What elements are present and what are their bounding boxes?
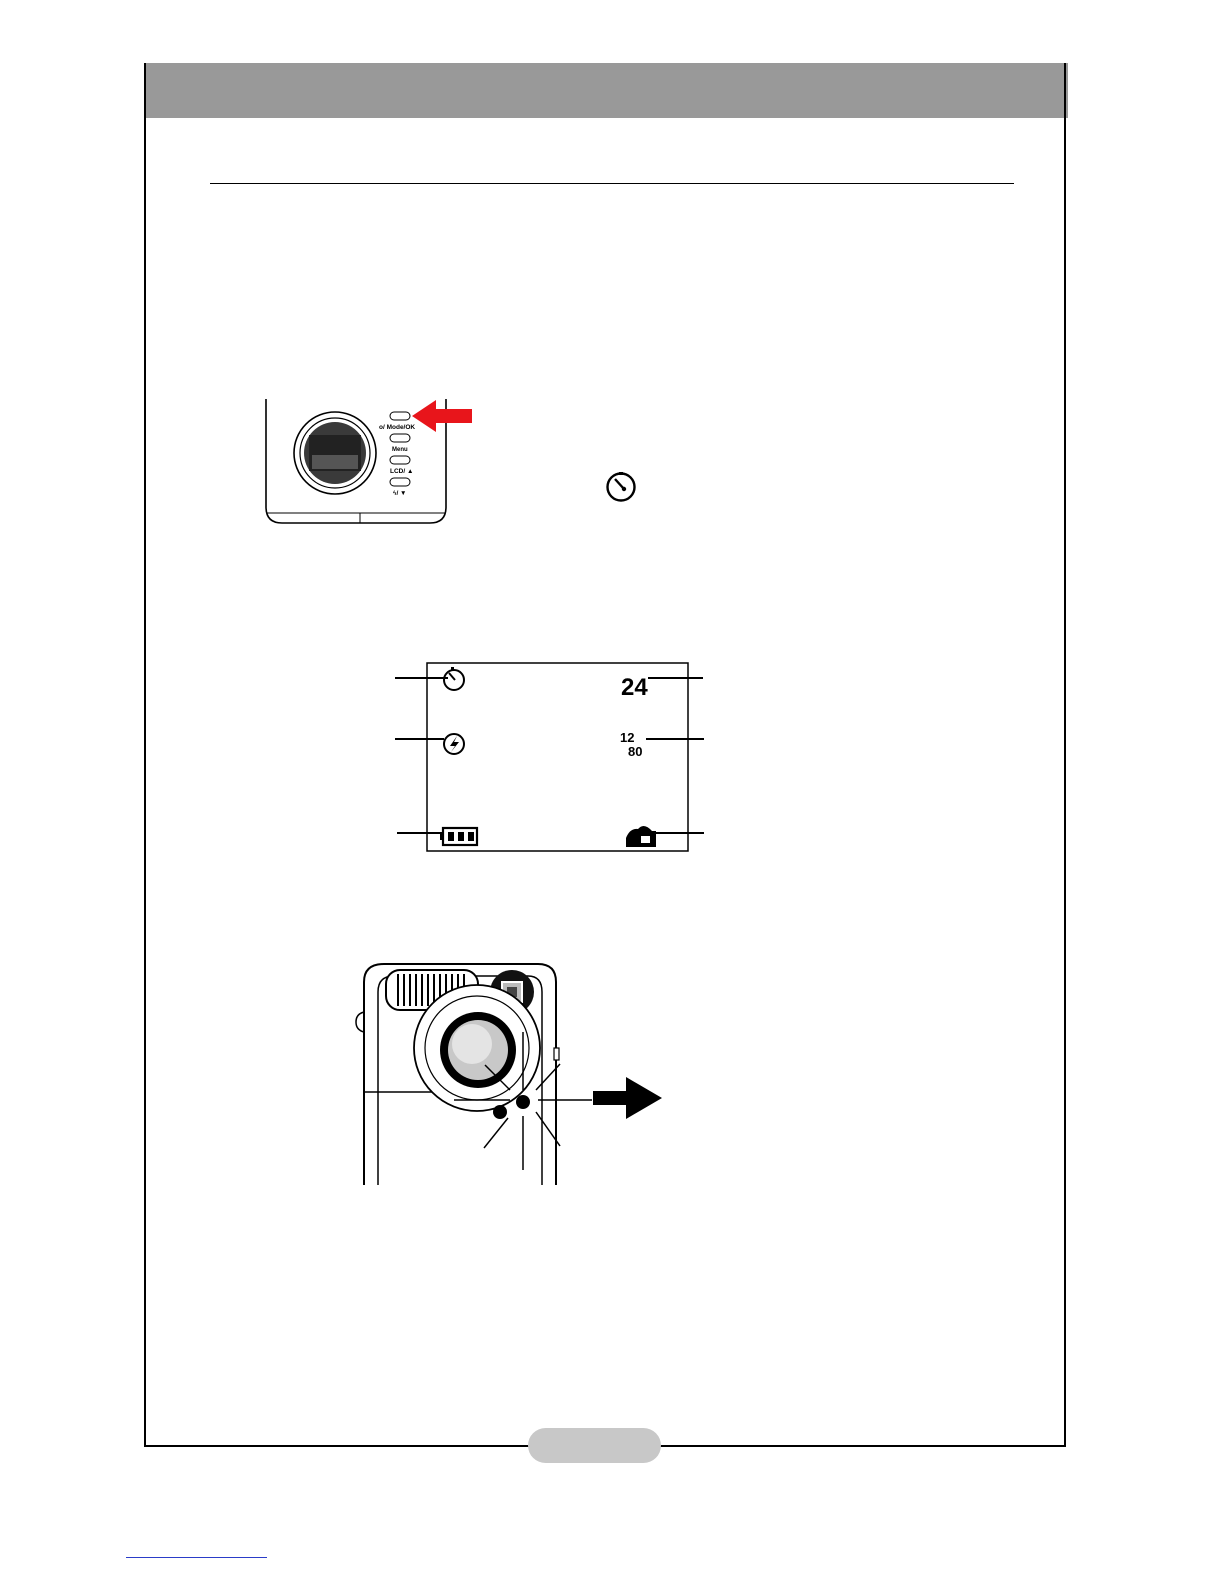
- section-divider: [210, 183, 1014, 184]
- page-number-tab: [528, 1428, 661, 1463]
- lcd-up-button[interactable]: [390, 456, 410, 464]
- menu-button[interactable]: [390, 434, 410, 442]
- frames-remaining-count: 24: [621, 674, 648, 701]
- resolution-bottom: 80: [628, 744, 643, 759]
- menu-label: Menu: [392, 447, 408, 453]
- lcd-up-label: LCD/ ▲: [390, 468, 414, 475]
- camera-front-figure: [350, 960, 670, 1190]
- lcd-frame: [427, 663, 688, 851]
- red-pointer-arrow: [412, 400, 472, 432]
- lcd-display-diagram: [390, 658, 710, 858]
- lcd-battery-icon: [440, 828, 477, 845]
- flash-down-button[interactable]: [390, 478, 410, 486]
- lcd-screen-bezel: [294, 412, 376, 494]
- camera-back-figure: [260, 395, 480, 530]
- self-timer-icon: [604, 471, 640, 503]
- lens-assembly: [414, 985, 540, 1111]
- footer-link-underline: [126, 1557, 267, 1558]
- flash-down-label: ϟ/ ▼: [393, 490, 407, 497]
- mode-ok-label: o/ Mode/OK: [379, 424, 416, 431]
- resolution-top: 12: [620, 730, 635, 745]
- direction-arrow: [593, 1077, 662, 1119]
- mode-ok-button[interactable]: [390, 412, 410, 420]
- af-sensor-dot: [493, 1105, 507, 1119]
